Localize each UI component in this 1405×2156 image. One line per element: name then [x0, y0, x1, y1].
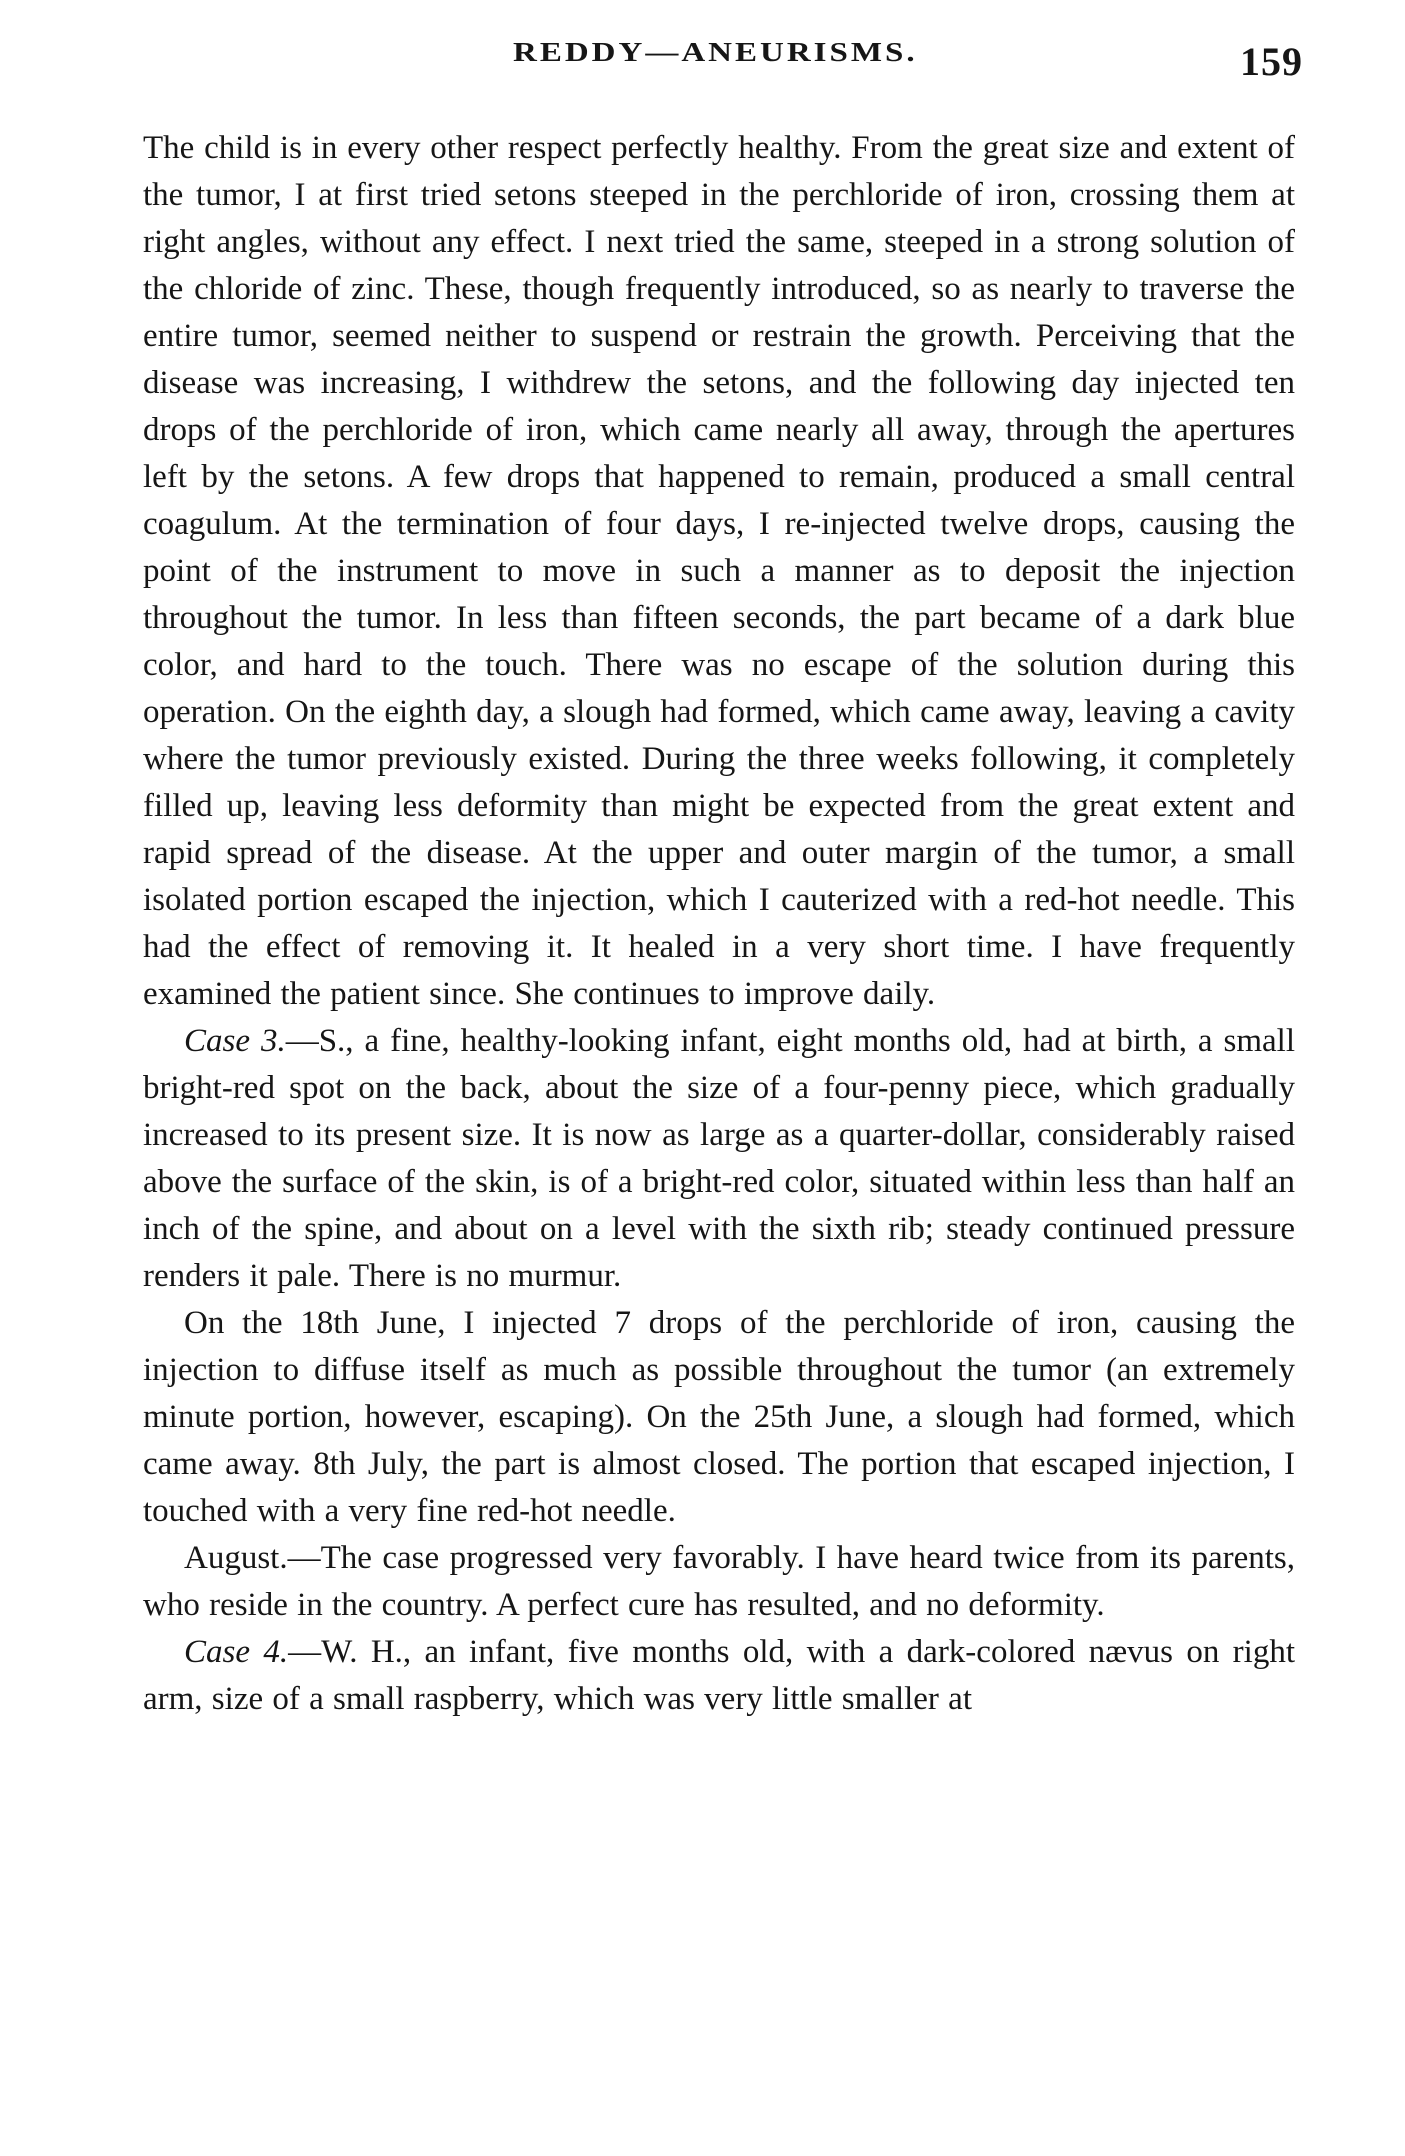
page-number: 159	[1240, 39, 1303, 84]
running-title: REDDY—ANEURISMS.	[513, 38, 918, 68]
paragraph-august: August.—The case progressed very favorably. I have heard twice from its parents, who reside in the country. A perfect cure has resulted, and no deformity.	[143, 1540, 1295, 1623]
paragraph-case-3	[143, 1018, 1295, 1300]
case-label: Case 4.	[184, 1634, 289, 1670]
paragraph-text: —W. H., an infant, five months old, with a dark-colored nævus on right arm, size of a small raspberry, which was very little smaller at	[143, 1634, 1296, 1717]
paragraph-continued: The child is in every other respect perfectly healthy. From the great size and extent of the tumor, I at first tried setons steeped in the perchloride of iron, crossing them at right angles, without any effect. I next tried the same, steeped in a strong solution of the chloride of zinc. These, though frequently introduced, so as nearly to traverse the entire tumor, seemed neither to suspend or restrain the growth. Perceiving that the disease was increasing, I withdrew the setons, and the following day injected ten drops of the perchloride of iron, which came nearly all away, through the apertures left by the setons. A few drops that happened to remain, produced a small central coagulum. At the termination of four days, I re-injected twelve drops, causing the point of the instrument to move in such a manner as to deposit the injection throughout the tumor. In less than fifteen seconds, the part became of a dark blue color, and hard to the touch. There was no escape of the solution during this operation. On the eighth day, a slough had formed, which came away, leaving a cavity where the tumor previously existed. During the three weeks following, it completely filled up, leaving less deformity than might be expected from the great extent and rapid spread of the disease. At the upper and outer margin of the tumor, a small isolated portion escaped the injection, which I cauterized with a red-hot needle. This had the effect of removing it. It healed in a very short time. I have frequently examined the patient since. She continues to improve daily.	[143, 130, 1295, 1012]
paragraph-case-4	[143, 1629, 1295, 1723]
case-label: Case 3.	[184, 1023, 286, 1059]
paragraph-text: —S., a fine, healthy-looking infant, eight months old, had at birth, a small bright-red spot on the back, about the size of a four-penny piece, which gradually increased to its present size. It is now as large as a quarter-dollar, considerably raised above the surface of the skin, is of a bright-red color, situated within less than half an inch of the spine, and about on a level with the sixth rib; steady continued pressure renders it pale. There is no murmur.	[143, 1023, 1296, 1294]
body-text	[143, 125, 1295, 1723]
paragraph-injection: On the 18th June, I injected 7 drops of the perchloride of iron, causing the injection to diffuse itself as much as possible throughout the tumor (an extremely minute portion, however, escaping). On the 25th June, a slough had formed, which came away. 8th July, the part is almost closed. The portion that escaped injection, I touched with a very fine red-hot needle.	[143, 1305, 1295, 1529]
running-header	[143, 38, 1303, 98]
